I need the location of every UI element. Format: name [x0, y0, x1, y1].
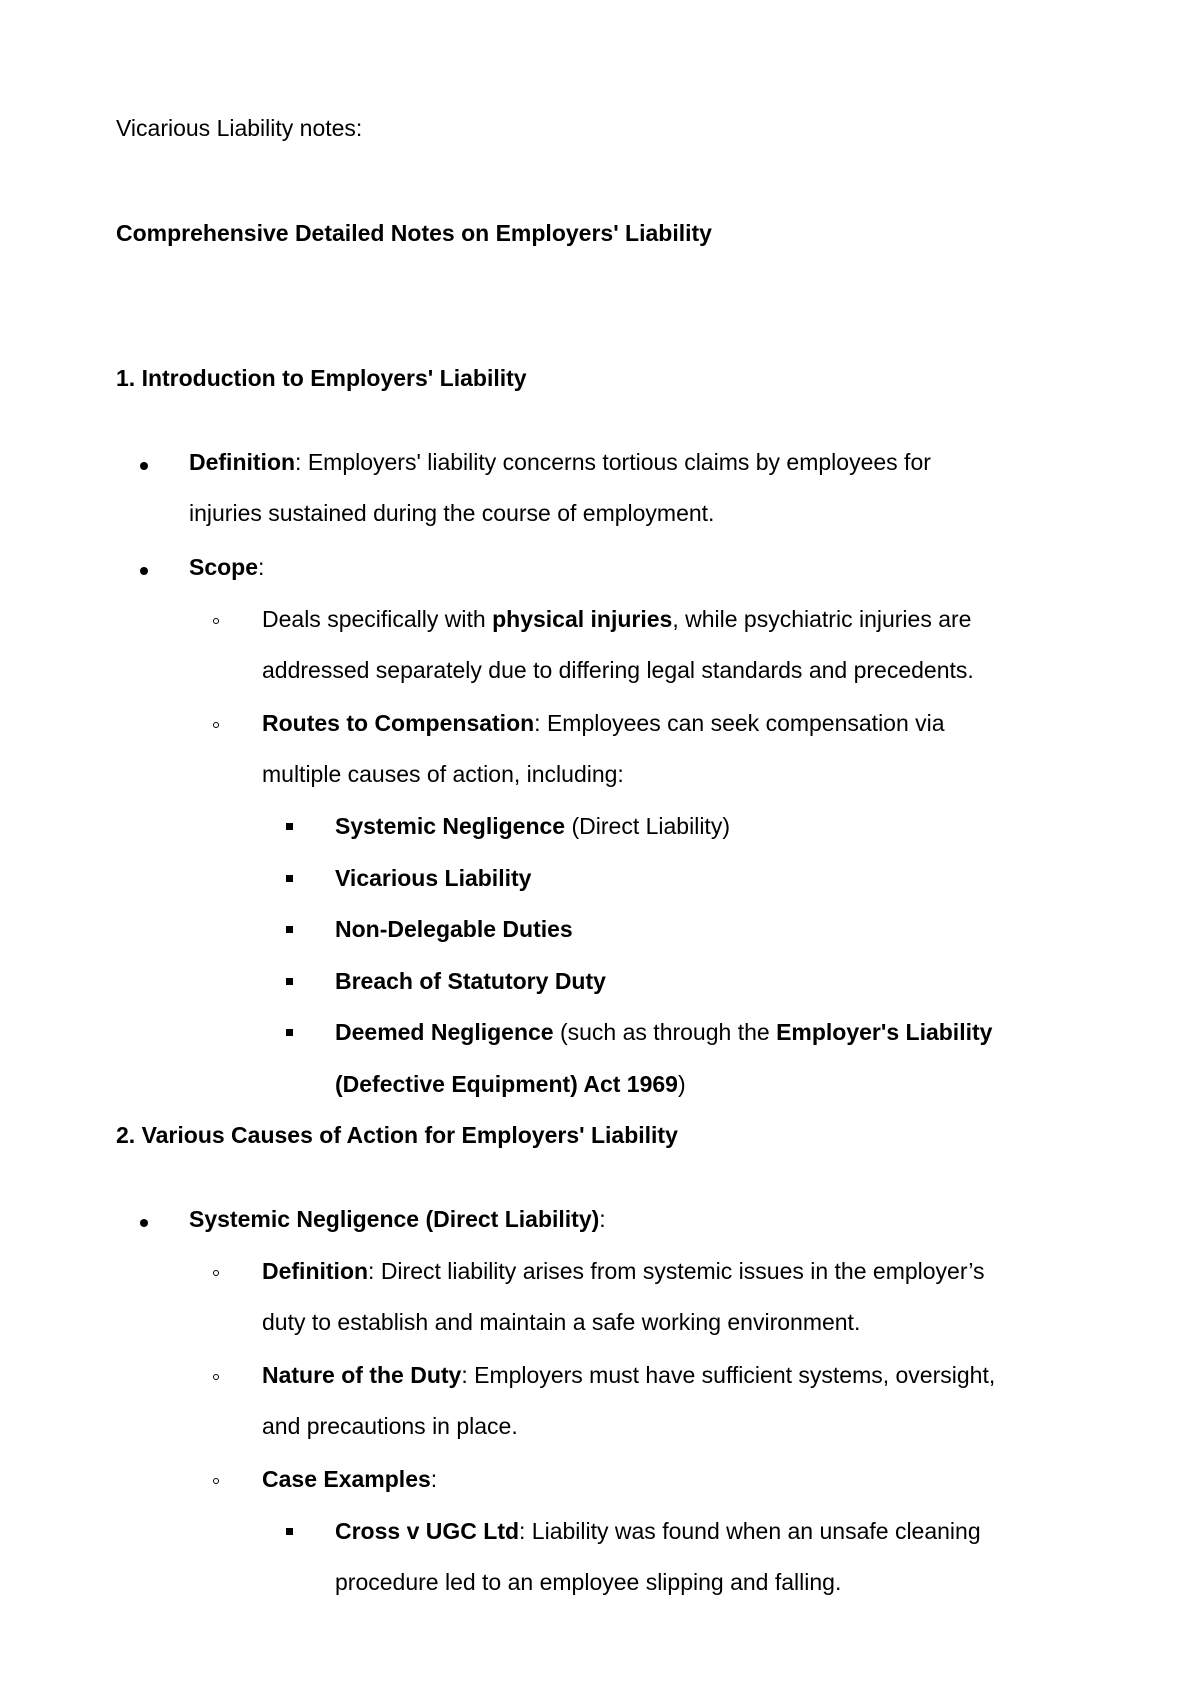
nature-line-1 — [262, 1361, 995, 1389]
s2-definition-line-2: duty to establish and maintain a safe working environment. — [262, 1309, 861, 1335]
scope-colon: : — [258, 554, 265, 580]
item-deemed-close: ) — [677, 1071, 686, 1097]
item-deemed-line-1 — [335, 1018, 992, 1046]
s2-definition-line-1 — [262, 1257, 985, 1285]
definition-line-2: injuries sustained during the course of employment. — [189, 500, 715, 526]
routes-label: Routes to Compensation — [262, 710, 535, 736]
disc-bullet — [140, 567, 148, 575]
deals-line-1 — [262, 605, 971, 633]
circle-bullet — [213, 1270, 219, 1276]
square-bullet — [286, 823, 293, 830]
routes-line-2: multiple causes of action, including: — [262, 761, 624, 787]
item-breach: Breach of Statutory Duty — [335, 968, 606, 994]
square-bullet — [286, 978, 293, 985]
nature-line-2: and precautions in place. — [262, 1413, 518, 1439]
disc-bullet — [140, 1219, 148, 1227]
systemic-line — [189, 1205, 606, 1233]
deals-post: , while psychiatric injuries are — [672, 606, 972, 632]
item-systemic — [335, 812, 730, 840]
circle-bullet — [213, 1374, 219, 1380]
square-bullet — [286, 926, 293, 933]
deals-bold: physical injuries — [492, 606, 673, 632]
deals-line-2: addressed separately due to differing legal standards and precedents. — [262, 657, 974, 683]
systemic-colon: : — [599, 1206, 606, 1232]
s2-definition-text: : Direct liability arises from systemic issues in the employer’s — [368, 1258, 985, 1284]
case-examples-colon: : — [430, 1466, 438, 1492]
section2-heading: 2. Various Causes of Action for Employers' Liability — [116, 1122, 678, 1148]
item-systemic-bold: Systemic Negligence — [335, 813, 566, 839]
definition-label: Definition — [189, 449, 296, 475]
deals-pre: Deals specifically with — [262, 606, 493, 632]
square-bullet — [286, 875, 293, 882]
circle-bullet — [213, 1478, 219, 1484]
routes-line-1 — [262, 709, 945, 737]
systemic-label: Systemic Negligence (Direct Liability) — [189, 1206, 600, 1232]
item-non-delegable: Non-Delegable Duties — [335, 916, 573, 942]
notes-title: Vicarious Liability notes: — [116, 115, 363, 141]
item-deemed-mid: (such as through the — [553, 1019, 777, 1045]
disc-bullet — [140, 462, 148, 470]
item-deemed-line-2 — [335, 1070, 686, 1098]
circle-bullet — [213, 618, 219, 624]
circle-bullet — [213, 722, 219, 728]
item-systemic-rest: (Direct Liability) — [565, 813, 730, 839]
item-deemed-act-1: Employer's Liability — [776, 1019, 993, 1045]
case-examples-label: Case Examples — [262, 1466, 431, 1492]
scope-line — [189, 553, 264, 581]
section1-heading: 1. Introduction to Employers' Liability — [116, 365, 527, 391]
nature-text: : Employers must have sufficient systems, oversight, — [461, 1362, 996, 1388]
cross-line-2: procedure led to an employee slipping and falling. — [335, 1569, 842, 1595]
cross-text: : Liability was found when an unsafe cleaning — [519, 1518, 981, 1544]
case-examples-line — [262, 1465, 437, 1493]
item-vicarious: Vicarious Liability — [335, 865, 532, 891]
square-bullet — [286, 1528, 293, 1535]
item-deemed-act-2: (Defective Equipment) Act 1969 — [335, 1071, 678, 1097]
nature-label: Nature of the Duty — [262, 1362, 462, 1388]
s2-definition-label: Definition — [262, 1258, 369, 1284]
square-bullet — [286, 1029, 293, 1036]
cross-line-1 — [335, 1517, 981, 1545]
definition-text: : Employers' liability concerns tortious claims by employees for — [295, 449, 931, 475]
scope-label: Scope — [189, 554, 259, 580]
definition-line-1 — [189, 448, 931, 476]
item-deemed-bold: Deemed Negligence — [335, 1019, 554, 1045]
routes-text: : Employees can seek compensation via — [534, 710, 945, 736]
main-heading: Comprehensive Detailed Notes on Employers' Liability — [116, 220, 712, 246]
cross-label: Cross v UGC Ltd — [335, 1518, 520, 1544]
